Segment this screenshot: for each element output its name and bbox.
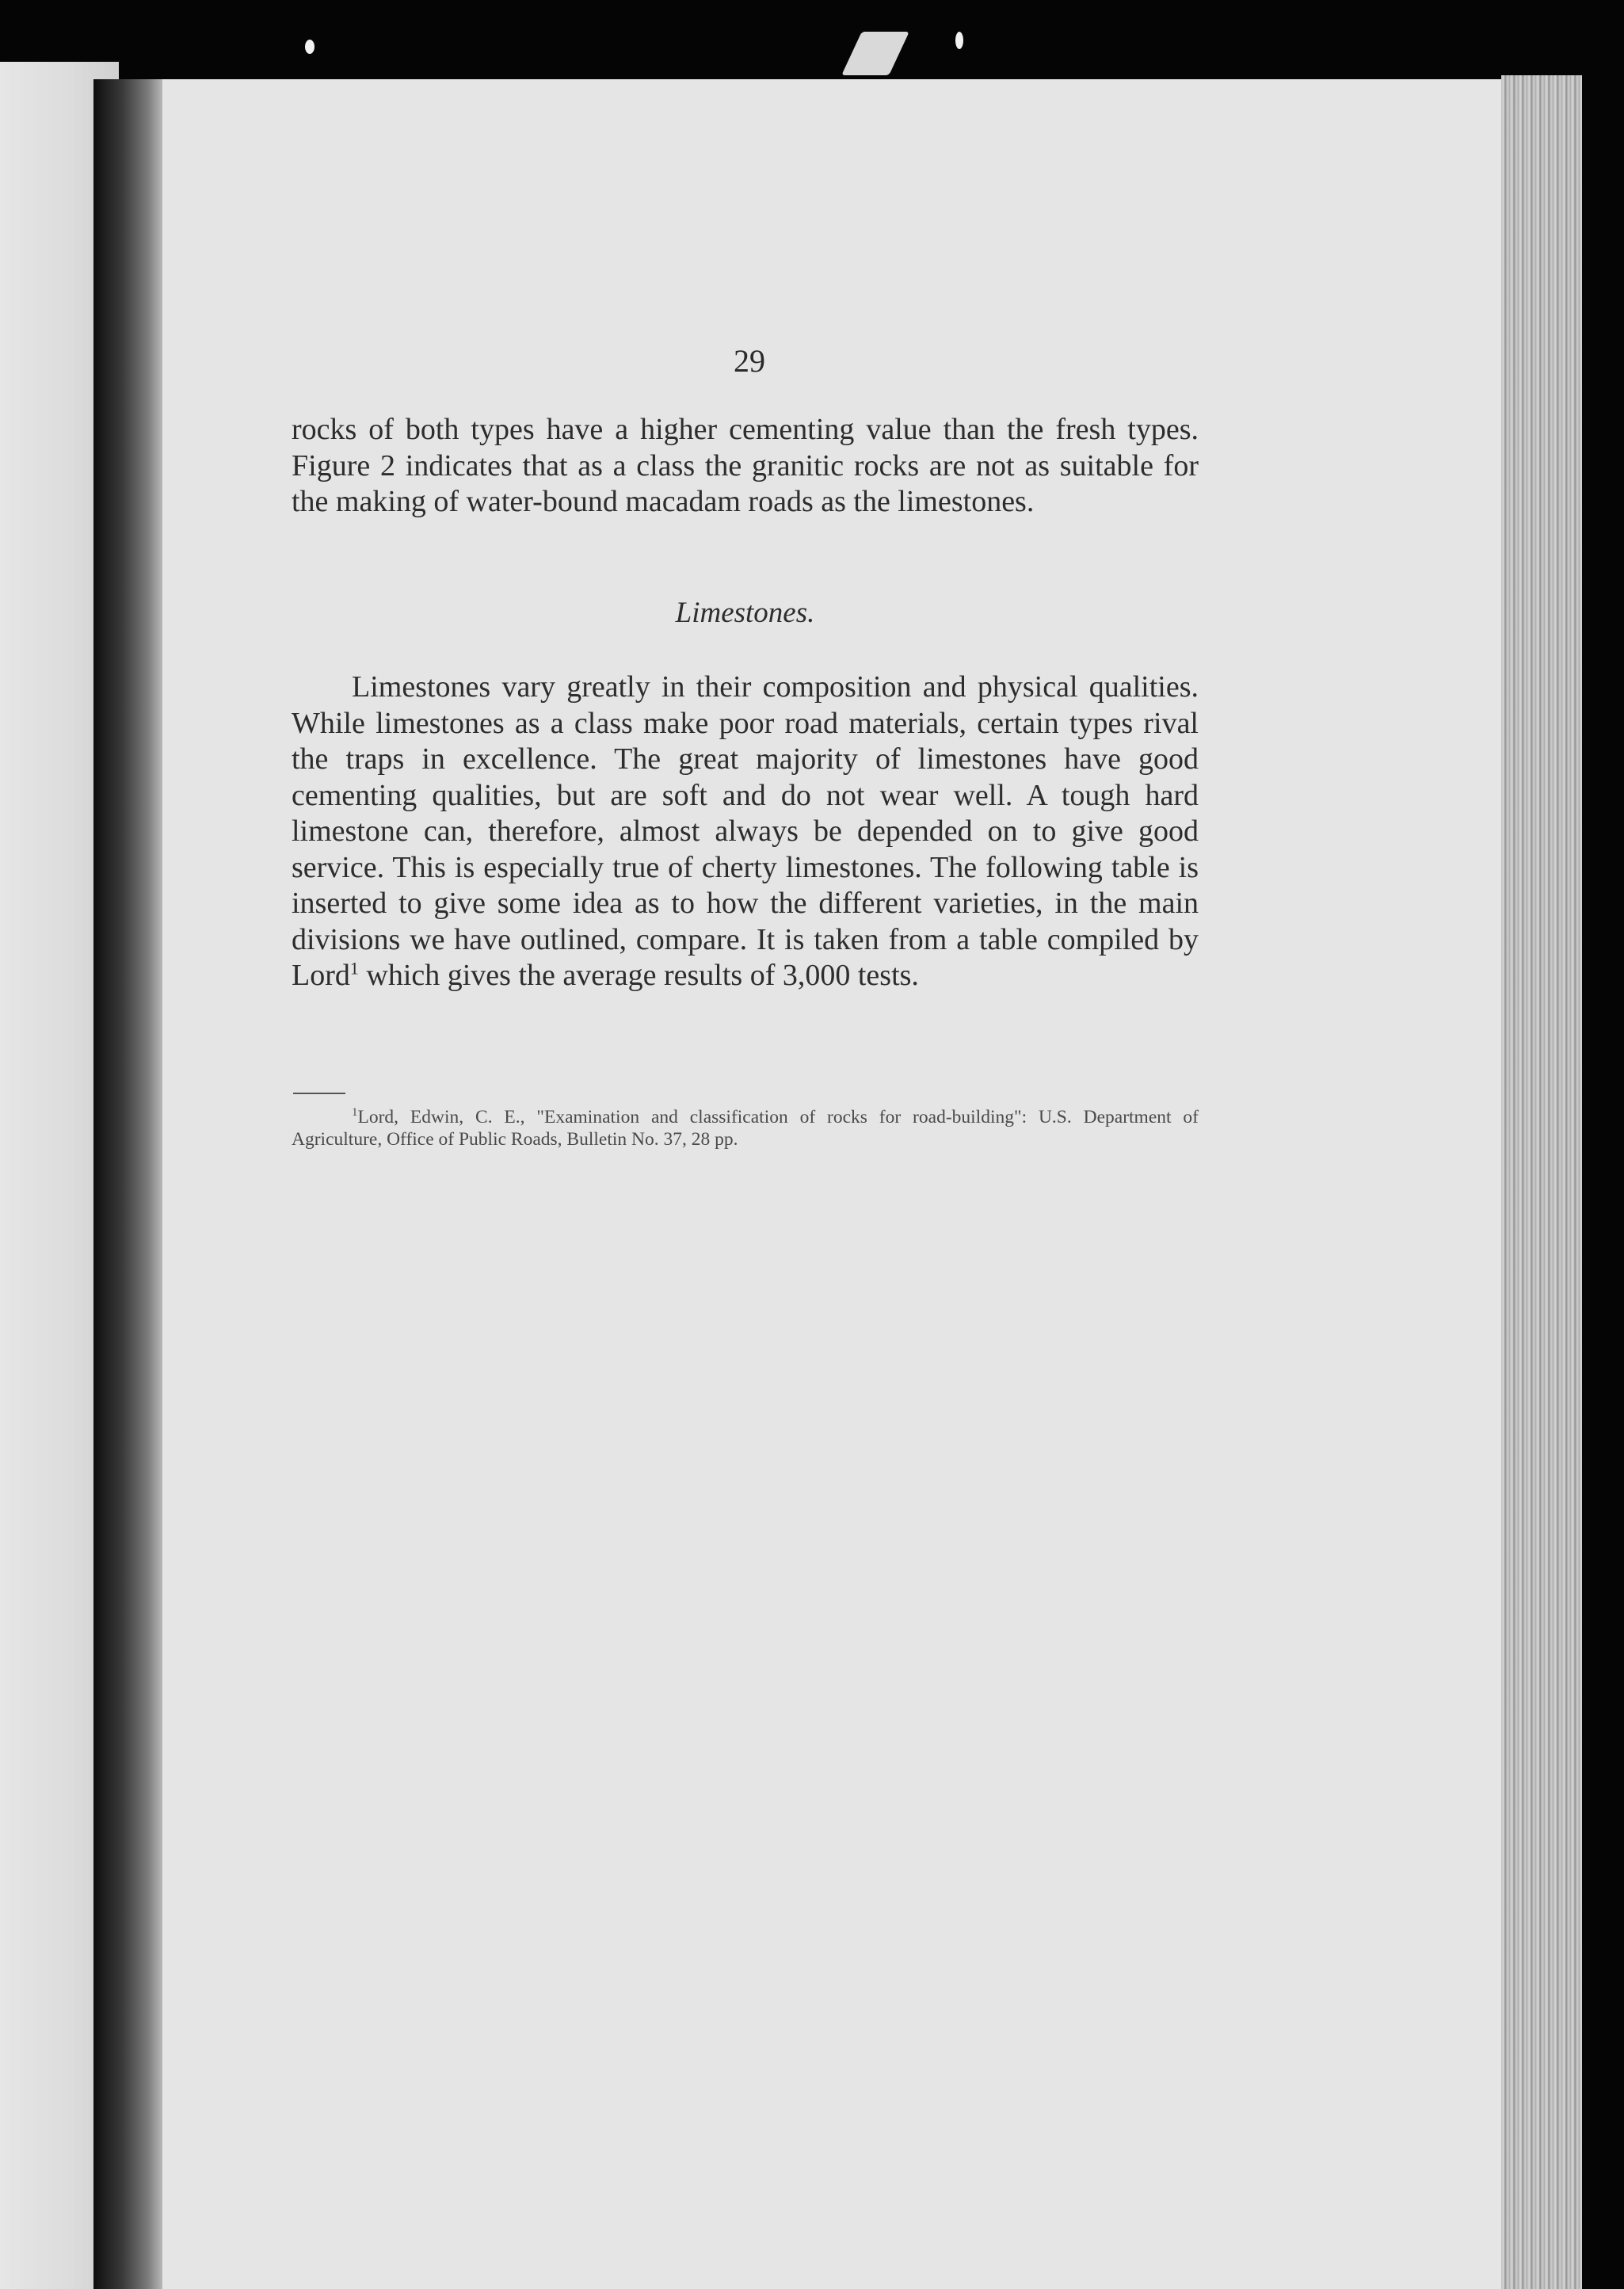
scan-right-border	[1582, 0, 1624, 2289]
paragraph-text	[292, 670, 1199, 994]
paragraph-text-part: Limestones vary greatly in their composition and physical qualities. While limestones as a class make poor road materials, certain types rival the traps in excellence. The great majority of limestones have good cementing qualities, but are soft and do not wear well. A tough hard limestone can, therefore, almost always be depended on to give good service. This is especially true of cherty limestones. The following table is inserted to give some idea as to how the different varieties, in the main divisions we have outlined, compare. It is taken from a table compiled by Lord	[292, 670, 1199, 992]
footnote-marker: 1	[352, 1106, 358, 1120]
footnote-text: Lord, Edwin, C. E., "Examination and classification of rocks for road-building": U.S. Department of Agriculture, Office of Public Roads, Bulletin No. 37, 28 pp.	[292, 1107, 1199, 1150]
section-heading: Limestones.	[675, 597, 815, 629]
paragraph-text: rocks of both types have a higher cementing value than the fresh types. Figure 2 indicates that as a class the granitic rocks are not as suitable for the making of water-bound macadam roads as the limestones.	[292, 413, 1199, 518]
scan-top-border	[0, 0, 1624, 87]
footnote-divider	[293, 1093, 345, 1094]
page-stack-edges	[1501, 75, 1582, 2289]
limestones-paragraph	[292, 670, 1199, 994]
book-page	[162, 79, 1509, 2289]
scan-dust-speck	[305, 40, 315, 54]
scan-dust-speck	[955, 32, 963, 49]
footnote-reference: 1	[349, 958, 359, 979]
book-gutter-shadow	[93, 79, 166, 2289]
page-number: 29	[734, 343, 765, 379]
paragraph-text-part: which gives the average results of 3,000 tests.	[358, 959, 919, 992]
footnote	[292, 1106, 1199, 1150]
paragraph-continuation	[292, 412, 1199, 521]
